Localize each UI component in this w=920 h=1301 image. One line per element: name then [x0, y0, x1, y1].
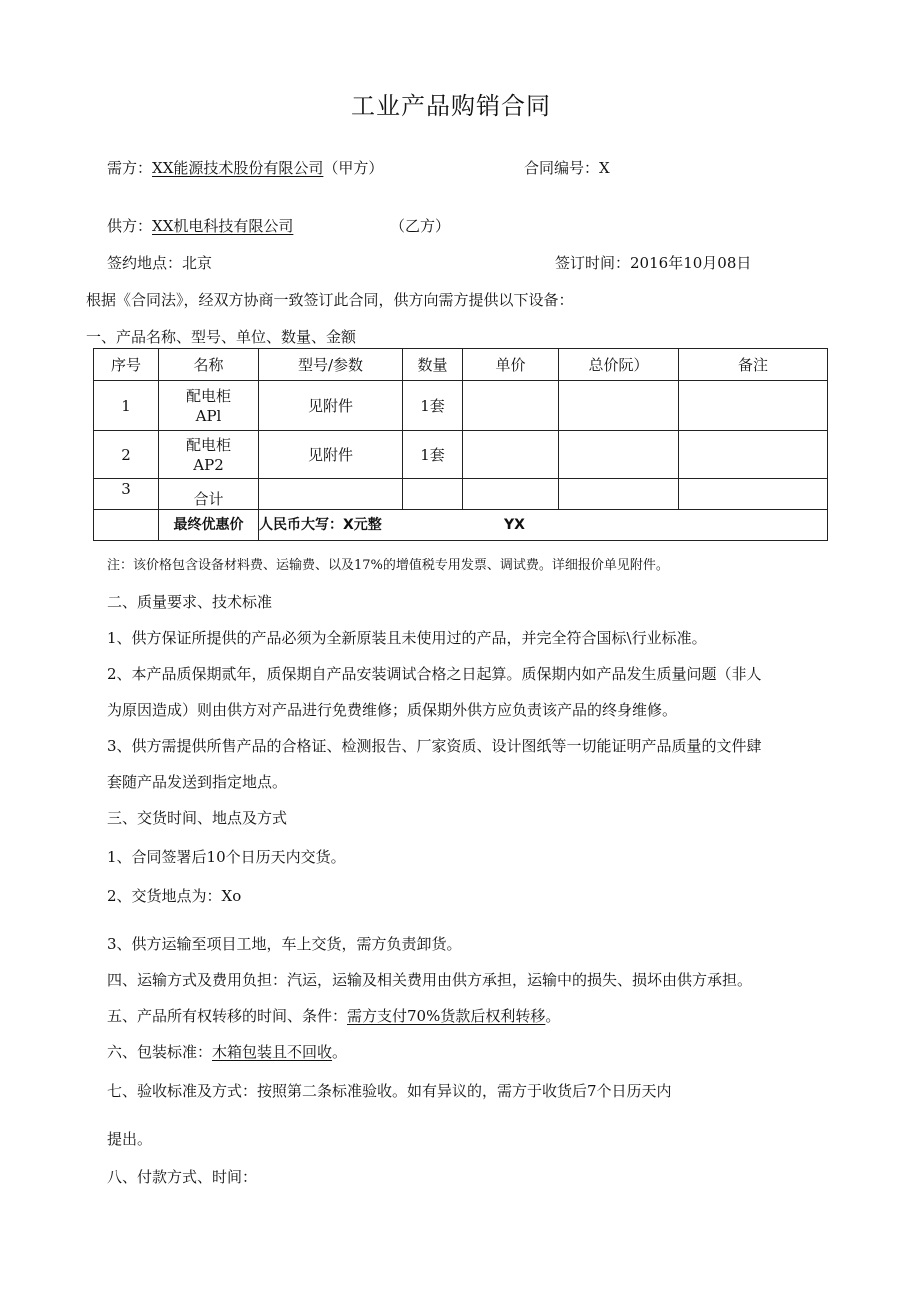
section-1-heading: 一、产品名称、型号、单位、数量、金额 — [86, 328, 357, 346]
table-header-row — [94, 349, 828, 381]
row-remark — [679, 431, 828, 479]
section-6-label: 六、包装标准： — [107, 1043, 213, 1061]
contract-no-value: X — [599, 159, 610, 177]
row-unit-price — [463, 431, 559, 479]
header-cell: 型号/参数 — [259, 349, 403, 381]
sign-place-line — [107, 253, 212, 273]
contract-no-label: 合同编号： — [524, 159, 600, 177]
row-name — [159, 381, 259, 431]
section-2-item-2-cont: 为原因造成）则由供方对产品进行免费维修；质保期外供方应负责该产品的终身维修。 — [107, 701, 678, 719]
final-price-label: 最终优惠价 — [159, 510, 259, 541]
buyer-role: （甲方） — [323, 159, 384, 177]
sign-time-label: 签订时间： — [555, 254, 631, 272]
seller-role: （乙方） — [390, 217, 451, 235]
row-qty: 1套 — [403, 381, 463, 431]
section-4: 四、运输方式及费用负担：汽运，运输及相关费用由供方承担，运输中的损失、损坏由供方承担。 — [107, 971, 753, 989]
section-6: 六、包装标准：木箱包装且不回收。 — [107, 1043, 348, 1061]
row-qty: 1套 — [403, 431, 463, 479]
row-total — [559, 381, 679, 431]
section-7-cont: 提出。 — [107, 1130, 153, 1148]
row-name-line1: 配电柜 — [185, 386, 231, 405]
sign-time-line — [555, 253, 751, 273]
buyer-label: 需方： — [107, 159, 153, 177]
section-2-item-3-cont: 套随产品发送到指定地点。 — [107, 773, 288, 791]
sign-place-label: 签约地点： — [107, 254, 183, 272]
header-cell: 序号 — [94, 349, 159, 381]
row-name: 合计 — [159, 479, 259, 510]
row-no: 3 — [94, 479, 159, 510]
sign-time-value: 2016年10月08日 — [630, 254, 752, 272]
row-name-line1: 配电柜 — [185, 435, 231, 454]
contract-no-line — [524, 158, 610, 178]
section-8-heading: 八、付款方式、时间： — [107, 1168, 258, 1186]
seller-line — [107, 216, 293, 236]
section-3-item-3: 3、供方运输至项目工地，车上交货，需方负责卸货。 — [107, 935, 462, 953]
row-unit-price — [463, 381, 559, 431]
row-no: 1 — [94, 381, 159, 431]
section-2-item-3: 3、供方需提供所售产品的合格证、检测报告、厂家资质、设计图纸等一切能证明产品质量的文件肆 — [107, 737, 762, 755]
buyer-name: XX能源技术股份有限公司 — [152, 159, 324, 177]
document-title: 工业产品购销合同 — [351, 92, 551, 120]
section-2-item-2: 2、本产品质保期贰年，质保期自产品安装调试合格之日起算。质保期内如产品发生质量问题（非人 — [107, 665, 762, 683]
section-5-label: 五、产品所有权转移的时间、条件： — [107, 1007, 348, 1025]
table-row — [94, 479, 828, 510]
header-cell: 总价阮） — [559, 349, 679, 381]
section-7: 七、验收标准及方式：按照第二条标准验收。如有异议的，需方于收货后7个日历天内 — [107, 1082, 672, 1100]
row-name-line2: APl — [195, 406, 222, 425]
section-2-heading: 二、质量要求、技术标准 — [107, 593, 273, 611]
row-model: 见附件 — [259, 381, 403, 431]
section-6-value: 木箱包装且不回收 — [212, 1043, 333, 1061]
final-price-rmb: 人民币大写：X元整 — [259, 517, 382, 533]
intro-paragraph: 根据《合同法》，经双方协商一致签订此合同，供方向需方提供以下设备： — [86, 291, 574, 309]
header-cell: 数量 — [403, 349, 463, 381]
section-5-value: 需方支付70%货款后权利转移 — [347, 1007, 546, 1025]
header-cell: 备注 — [679, 349, 828, 381]
seller-label: 供方： — [107, 217, 153, 235]
section-3-heading: 三、交货时间、地点及方式 — [107, 809, 288, 827]
table-row — [94, 431, 828, 479]
section-3-item-1: 1、合同签署后10个日历天内交货。 — [107, 848, 346, 866]
header-cell: 名称 — [159, 349, 259, 381]
row-name-line2: AP2 — [193, 455, 224, 474]
seller-name: XX机电科技有限公司 — [152, 217, 294, 235]
row-total — [559, 431, 679, 479]
section-3-item-2: 2、交货地点为：Xo — [107, 887, 242, 905]
row-remark — [679, 381, 828, 431]
row-no: 2 — [94, 431, 159, 479]
buyer-line — [107, 158, 383, 178]
row-model: 见附件 — [259, 431, 403, 479]
final-price-row — [94, 510, 828, 541]
row-name — [159, 431, 259, 479]
header-cell: 单价 — [463, 349, 559, 381]
sign-place-value: 北京 — [182, 254, 213, 272]
section-5: 五、产品所有权转移的时间、条件：需方支付70%货款后权利转移。 — [107, 1007, 561, 1025]
final-price-cell — [259, 510, 828, 541]
product-table — [93, 348, 828, 541]
section-2-item-1: 1、供方保证所提供的产品必须为全新原装且未使用过的产品，并完全符合国标\行业标准。 — [107, 629, 707, 647]
table-row — [94, 381, 828, 431]
final-price-amount: YX — [504, 517, 525, 533]
price-note: 注：该价格包含设备材料费、运输费、以及17%的增值税专用发票、调试费。详细报价单见附件。 — [107, 558, 669, 573]
